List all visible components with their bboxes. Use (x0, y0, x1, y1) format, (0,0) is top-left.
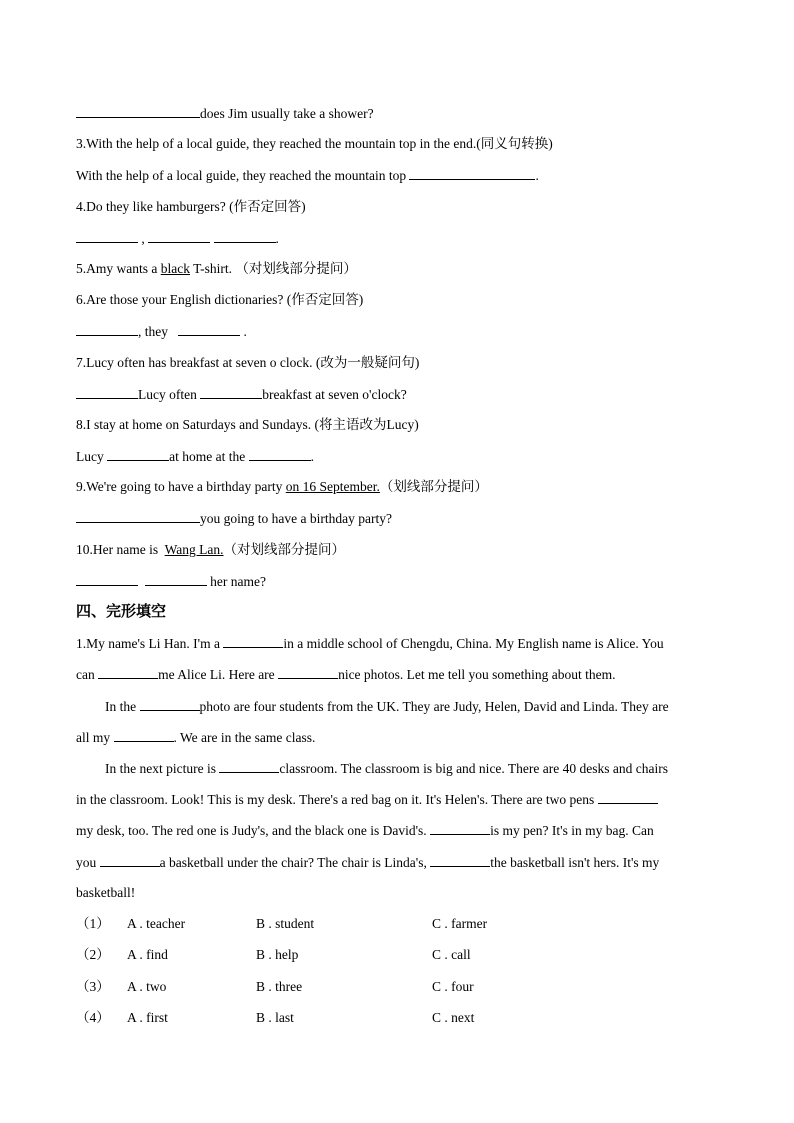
question-8-answer-line: Lucy at home at the . (76, 449, 314, 464)
question-3: 3.With the help of a local guide, they reached the mountain top in the end.(同义句转换) (76, 136, 553, 151)
underlined-word: black (160, 261, 190, 276)
cloze-blank[interactable] (114, 728, 174, 742)
cloze-blank[interactable] (219, 759, 279, 773)
answer-blank[interactable] (76, 229, 138, 243)
passage-line: in the classroom. Look! This is my desk. There's a red bag on it. It's Helen's. There are two pens (76, 790, 718, 809)
option-a[interactable]: A . first (127, 1010, 168, 1025)
answer-blank[interactable] (107, 447, 169, 461)
question-line: does Jim usually take a shower? (76, 104, 718, 123)
answer-blank[interactable] (409, 166, 535, 180)
question-9-answer-line: you going to have a birthday party? (76, 509, 718, 528)
passage-line: In the next picture is classroom. The classroom is big and nice. There are 40 desks and chairs (105, 761, 668, 776)
option-a[interactable]: A . two (127, 979, 167, 994)
underlined-phrase: Wang Lan. (164, 542, 224, 557)
answer-blank[interactable] (214, 229, 276, 243)
cloze-blank[interactable] (430, 853, 490, 867)
option-number: （1） (76, 916, 110, 931)
cloze-blank[interactable] (223, 634, 283, 648)
answer-blank[interactable] (178, 322, 240, 336)
question-6: 6.Are those your English dictionaries? (作否定回答) (76, 292, 364, 307)
passage-line: In the photo are four students from the UK. They are Judy, Helen, David and Linda. They are (105, 699, 669, 714)
answer-blank[interactable] (76, 509, 200, 523)
question-3-answer-line: With the help of a local guide, they reached the mountain top . (76, 168, 539, 183)
option-number: （2） (76, 947, 110, 962)
passage-line: 1.My name's Li Han. I'm a in a middle school of Chengdu, China. My English name is Alice. You (76, 636, 664, 651)
answer-blank[interactable] (76, 104, 200, 118)
question-4: 4.Do they like hamburgers? (作否定回答) (76, 199, 306, 214)
passage-line: all my . We are in the same class. (76, 730, 316, 745)
option-b[interactable]: B . three (256, 979, 303, 994)
answer-blank[interactable] (200, 385, 262, 399)
cloze-blank[interactable] (430, 821, 490, 835)
question-10-answer-line: her name? (76, 572, 718, 591)
option-a[interactable]: A . teacher (127, 916, 186, 931)
option-b[interactable]: B . help (256, 947, 299, 962)
answer-blank[interactable] (76, 322, 138, 336)
cloze-blank[interactable] (98, 665, 158, 679)
question-7: 7.Lucy often has breakfast at seven o clock. (改为一般疑问句) (76, 355, 420, 370)
option-a[interactable]: A . find (127, 947, 168, 962)
cloze-blank[interactable] (598, 790, 658, 804)
question-6-answer-line: , they . (76, 322, 718, 341)
section-heading: 四、完形填空 (76, 602, 167, 620)
option-c[interactable]: C . farmer (432, 916, 488, 931)
question-5: 5.Amy wants a black T-shirt. （对划线部分提问） (76, 261, 357, 276)
question-10: 10.Her name is Wang Lan.（对划线部分提问） (76, 542, 346, 557)
option-b[interactable]: B . student (256, 916, 315, 931)
option-number: （3） (76, 979, 110, 994)
answer-blank[interactable] (76, 572, 138, 586)
answer-blank[interactable] (145, 572, 207, 586)
cloze-blank[interactable] (140, 697, 200, 711)
question-4-answer-line: , . (76, 229, 718, 248)
passage-line: basketball! (76, 885, 136, 900)
passage-line: can me Alice Li. Here are nice photos. Let me tell you something about them. (76, 667, 616, 682)
cloze-blank[interactable] (278, 665, 338, 679)
question-9: 9.We're going to have a birthday party on 16 September.（划线部分提问） (76, 479, 488, 494)
option-number: （4） (76, 1010, 110, 1025)
cloze-blank[interactable] (100, 853, 160, 867)
option-c[interactable]: C . four (432, 979, 474, 994)
passage-line: you a basketball under the chair? The chair is Linda's, the basketball isn't hers. It's my (76, 855, 660, 870)
passage-line: my desk, too. The red one is Judy's, and the black one is David's. is my pen? It's in my bag. Can (76, 823, 654, 838)
underlined-phrase: on 16 September. (285, 479, 380, 494)
option-b[interactable]: B . last (256, 1010, 294, 1025)
answer-blank[interactable] (76, 385, 138, 399)
answer-blank[interactable] (148, 229, 210, 243)
question-7-answer-line: Lucy often breakfast at seven o'clock? (76, 385, 718, 404)
option-c[interactable]: C . next (432, 1010, 475, 1025)
question-8: 8.I stay at home on Saturdays and Sundays. (将主语改为Lucy) (76, 417, 419, 432)
answer-blank[interactable] (249, 447, 311, 461)
option-c[interactable]: C . call (432, 947, 471, 962)
